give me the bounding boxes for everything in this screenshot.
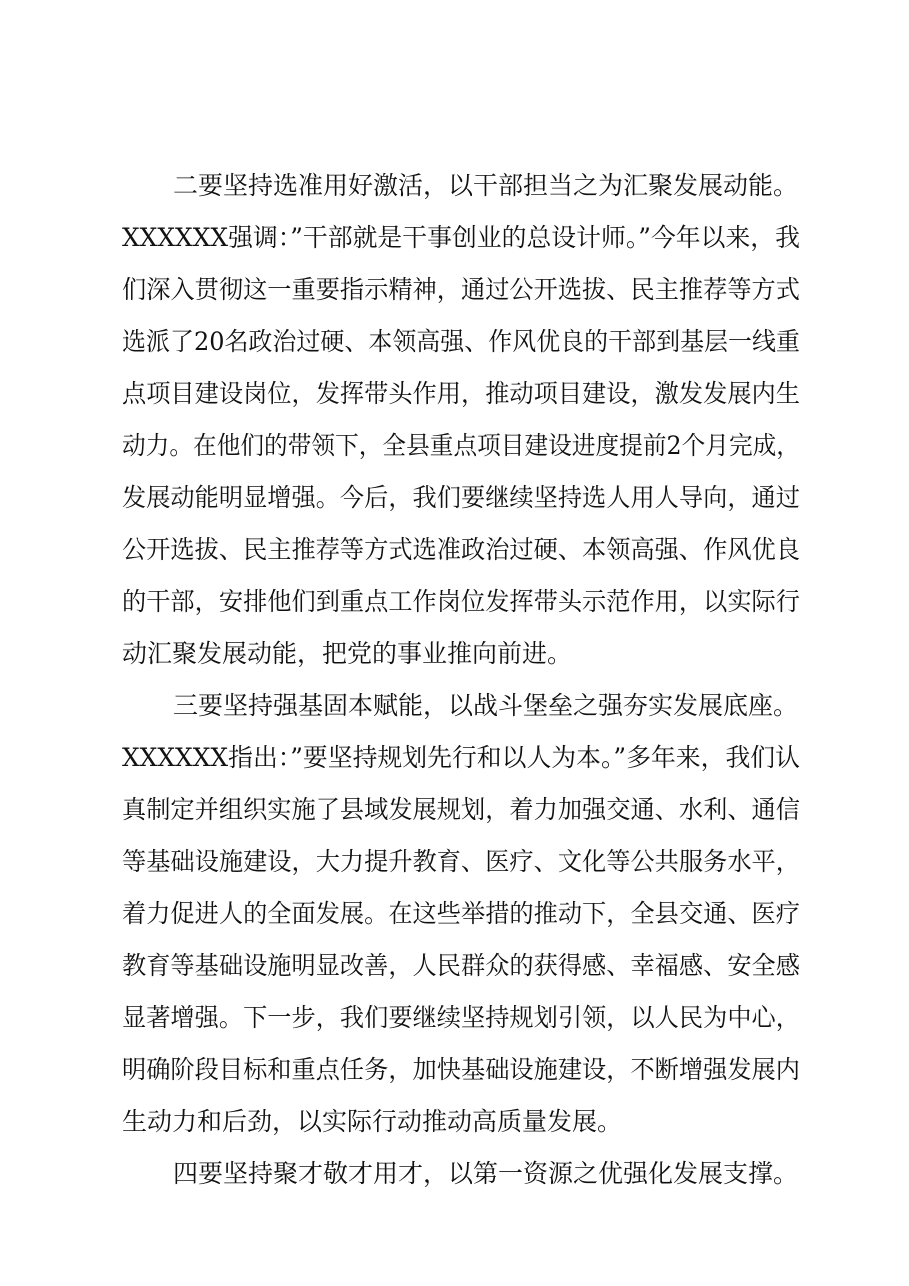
line-text: 发展动能明显增强。今后，我们要继续坚持选人用人导向，通过: [122, 483, 800, 512]
text-line: [0, 886, 909, 942]
text-line: [0, 626, 909, 682]
text-line: [0, 834, 909, 890]
line-text: 三要坚持强基固本赋能，以战斗堡垒之强夯实发展底座。: [173, 691, 799, 720]
text-line: [0, 782, 909, 838]
text-line: [0, 938, 909, 994]
line-text: 生动力和后劲，以实际行动推动高质量发展。: [122, 1107, 623, 1136]
line-text: 教育等基础设施明显改善，人民群众的获得感、幸福感、安全感: [122, 951, 800, 980]
line-text: 四要坚持聚才敬才用才，以第一资源之优强化发展支撑。: [173, 1159, 799, 1188]
text-line: [0, 990, 909, 1046]
text-line: [0, 678, 909, 734]
line-text: XXXXXX强调：”干部就是干事创业的总设计师。”今年以来，我: [122, 223, 800, 252]
line-text: 动力。在他们的带领下，全县重点项目建设进度提前2个月完成，: [122, 431, 800, 460]
text-line: [0, 158, 909, 214]
text-line: [0, 418, 909, 474]
text-line: [0, 1146, 909, 1202]
text-line: [0, 366, 909, 422]
line-text: 真制定并组织实施了县域发展规划，着力加强交通、水利、通信: [122, 795, 800, 824]
text-line: [0, 262, 909, 318]
line-text: 的干部，安排他们到重点工作岗位发挥带头示范作用，以实际行: [122, 587, 800, 616]
line-text: 点项目建设岗位，发挥带头作用，推动项目建设，激发发展内生: [122, 379, 800, 408]
line-text: 们深入贯彻这一重要指示精神，通过公开选拔、民主推荐等方式: [122, 275, 800, 304]
line-text: 显著增强。下一步，我们要继续坚持规划引领，以人民为中心，: [122, 1003, 800, 1032]
text-line: [0, 470, 909, 526]
text-line: [0, 1094, 909, 1150]
line-text: 明确阶段目标和重点任务，加快基础设施建设，不断增强发展内: [122, 1055, 800, 1084]
line-text: XXXXXX指出：”要坚持规划先行和以人为本。”多年来，我们认: [122, 743, 800, 772]
line-text: 等基础设施建设，大力提升教育、医疗、文化等公共服务水平，: [122, 847, 800, 876]
line-text: 二要坚持选准用好激活，以干部担当之为汇聚发展动能。: [173, 171, 799, 200]
line-text: 动汇聚发展动能，把党的事业推向前进。: [122, 639, 573, 668]
text-line: [0, 522, 909, 578]
text-line: [0, 210, 909, 266]
line-text: 选派了20名政治过硬、本领高强、作风优良的干部到基层一线重: [122, 327, 800, 356]
text-line: [0, 314, 909, 370]
text-line: [0, 1042, 909, 1098]
text-line: [0, 730, 909, 786]
line-text: 着力促进人的全面发展。在这些举措的推动下，全县交通、医疗: [122, 899, 800, 928]
line-text: 公开选拔、民主推荐等方式选准政治过硬、本领高强、作风优良: [122, 535, 800, 564]
text-line: [0, 574, 909, 630]
